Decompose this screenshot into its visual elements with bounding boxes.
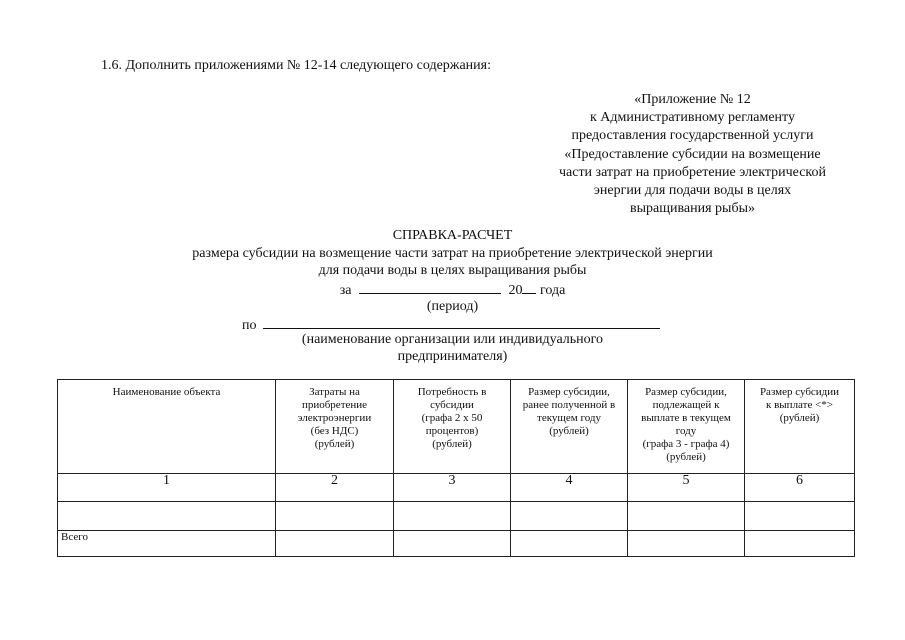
- document-subtitle: для подачи воды в целях выращивания рыбы: [318, 263, 587, 278]
- table-cell: [276, 502, 394, 531]
- appendix-line: энергии для подачи воды в целях: [593, 183, 792, 199]
- table-cell: [745, 531, 855, 557]
- header-text: (без НДС): [310, 425, 359, 437]
- organization-prefix: по: [242, 318, 257, 333]
- column-header: [745, 380, 855, 474]
- header-text: субсидии: [430, 399, 474, 411]
- total-label: Всего: [58, 531, 276, 557]
- header-text: (графа 2 x 50: [421, 412, 483, 424]
- appendix-header: [540, 91, 845, 218]
- appendix-line: «Предоставление субсидии на возмещение: [564, 146, 821, 162]
- column-number: 6: [745, 474, 855, 502]
- column-number: 1: [58, 474, 276, 502]
- table-header-row: [58, 380, 855, 474]
- header-text: (рублей): [666, 451, 706, 463]
- column-number: 5: [628, 474, 745, 502]
- header-text: (рублей): [432, 438, 472, 450]
- header-text: процентов): [425, 425, 479, 437]
- header-text: (рублей): [549, 425, 589, 437]
- header-text: Наименование объекта: [112, 386, 221, 398]
- table-cell: [511, 502, 628, 531]
- table-cell: [394, 502, 511, 531]
- header-text: ранее полученной в: [522, 399, 616, 411]
- table-cell: [58, 502, 276, 531]
- table-cell: [511, 531, 628, 557]
- header-text: Размер субсидии,: [528, 386, 610, 398]
- calculation-table: [57, 379, 855, 557]
- header-text: Размер субсидии: [759, 386, 840, 398]
- appendix-line: «Приложение № 12: [634, 92, 751, 107]
- header-text: (рублей): [314, 438, 355, 450]
- column-number-row: [58, 474, 855, 502]
- header-text: (графа 3 - графа 4): [642, 438, 730, 450]
- appendix-line: к Административному регламенту: [590, 110, 795, 126]
- header-text: Размер субсидии,: [645, 386, 727, 398]
- appendix-line: части затрат на приобретение электрической: [558, 164, 827, 180]
- period-line: [0, 280, 905, 300]
- column-header: [394, 380, 511, 474]
- column-header: [628, 380, 745, 474]
- column-number: 3: [394, 474, 511, 502]
- period-caption: (период): [426, 299, 479, 314]
- organization-caption: предпринимателя): [397, 349, 508, 364]
- table-row: [58, 502, 855, 531]
- appendix-line: предоставления государственной услуги: [571, 128, 814, 144]
- table-cell: [394, 531, 511, 557]
- column-header: [276, 380, 394, 474]
- header-text: электроэнергии: [297, 412, 372, 424]
- total-row: [58, 531, 855, 557]
- table-cell: [276, 531, 394, 557]
- period-prefix: за: [339, 283, 352, 298]
- header-text: подлежащей к: [652, 399, 720, 411]
- column-header: [511, 380, 628, 474]
- period-suffix: года: [539, 283, 566, 298]
- year-blank: [522, 280, 536, 294]
- header-text: приобретение: [301, 399, 368, 411]
- document-subtitle: размера субсидии на возмещение части затрат на приобретение электрической энергии: [192, 246, 713, 261]
- header-text: Затраты на: [309, 386, 360, 398]
- document-title: СПРАВКА-РАСЧЕТ: [392, 228, 513, 243]
- header-text: году: [675, 425, 697, 437]
- column-header: [58, 380, 276, 474]
- header-text: (рублей): [779, 412, 820, 424]
- period-blank: [359, 280, 501, 294]
- header-text: выплате в текущем: [641, 412, 731, 424]
- organization-blank: [263, 314, 660, 329]
- header-text: текущем году: [537, 412, 601, 424]
- header-text: Потребность в: [417, 386, 487, 398]
- header-text: к выплате <*>: [766, 399, 833, 411]
- table-cell: [745, 502, 855, 531]
- column-number: 4: [511, 474, 628, 502]
- appendix-line: выращивания рыбы»: [629, 201, 755, 217]
- intro-paragraph: 1.6. Дополнить приложениями № 12-14 следующего содержания:: [101, 58, 491, 73]
- period-year: 20: [508, 283, 523, 298]
- table-cell: [628, 502, 745, 531]
- table-cell: [628, 531, 745, 557]
- column-number: 2: [276, 474, 394, 502]
- organization-caption: (наименование организации или индивидуального: [301, 332, 604, 347]
